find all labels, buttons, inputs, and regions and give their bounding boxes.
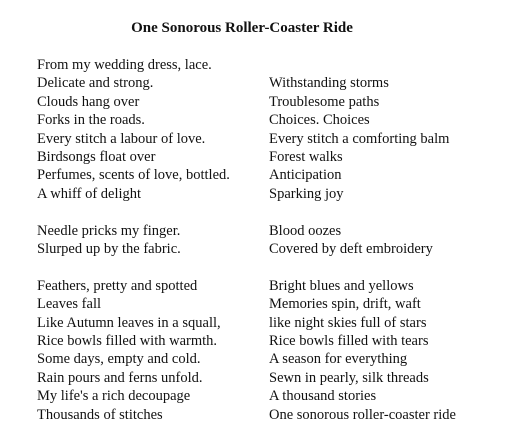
line-left: A whiff of delight	[37, 185, 142, 202]
poem-line	[37, 350, 456, 368]
line-left: Leaves fall	[37, 296, 102, 313]
line-left: Needle pricks my finger.	[37, 222, 181, 239]
poem-line	[37, 314, 456, 332]
poem-line	[37, 295, 456, 313]
line-left: Clouds hang over	[37, 93, 140, 110]
poem-line	[37, 369, 456, 387]
line-left: My life's a rich decoupage	[37, 388, 191, 405]
poem-line	[37, 56, 456, 74]
line-left: Forks in the roads.	[37, 112, 145, 129]
line-right: Anticipation	[269, 167, 342, 184]
poem-line	[37, 111, 456, 129]
line-left: Perfumes, scents of love, bottled.	[37, 167, 230, 184]
line-left: Every stitch a labour of love.	[37, 130, 206, 147]
line-right: Sparking joy	[269, 185, 344, 202]
poem-line	[37, 222, 456, 240]
poem-line	[37, 277, 456, 295]
line-right: Blood oozes	[269, 222, 342, 239]
line-right: Every stitch a comforting balm	[269, 130, 450, 147]
poem-title: One Sonorous Roller-Coaster Ride	[131, 20, 353, 36]
line-left: Feathers, pretty and spotted	[37, 277, 198, 294]
line-left: Delicate and strong.	[37, 75, 154, 92]
line-right: A thousand stories	[269, 388, 377, 405]
poem-line	[37, 332, 456, 350]
line-right: A season for everything	[269, 351, 408, 368]
line-right: Covered by deft embroidery	[269, 241, 433, 258]
line-left: Birdsongs float over	[37, 149, 156, 166]
stanza-1	[37, 56, 456, 203]
line-right: Rice bowls filled with tears	[269, 333, 429, 350]
line-left: Slurped up by the fabric.	[37, 241, 181, 258]
line-left: Rice bowls filled with warmth.	[37, 333, 218, 350]
poem-line	[37, 387, 456, 405]
poem-line	[37, 185, 456, 203]
stanza-3	[37, 277, 456, 424]
poem-line	[37, 166, 456, 184]
poem-line	[37, 74, 456, 92]
line-left: Rain pours and ferns unfold.	[37, 369, 203, 386]
line-right: like night skies full of stars	[269, 314, 427, 331]
line-right: Troublesome paths	[269, 93, 380, 110]
poem-line	[37, 130, 456, 148]
line-left: From my wedding dress, lace.	[37, 57, 212, 73]
line-left: Like Autumn leaves in a squall,	[37, 314, 221, 331]
line-right: One sonorous roller-coaster ride	[269, 406, 456, 423]
stanza-2	[37, 222, 456, 259]
poem-line	[37, 148, 456, 166]
poem-line	[37, 93, 456, 111]
line-right: Forest walks	[269, 149, 343, 166]
line-left: Thousands of stitches	[37, 406, 163, 423]
line-right: Bright blues and yellows	[269, 277, 414, 294]
line-right: Withstanding storms	[269, 75, 389, 92]
line-left: Some days, empty and cold.	[37, 351, 201, 368]
poem-body	[37, 56, 456, 442]
line-right: Sewn in pearly, silk threads	[269, 369, 429, 386]
poem-line	[37, 406, 456, 424]
line-right: Choices. Choices	[269, 112, 370, 129]
poem-line	[37, 240, 456, 258]
line-right: Memories spin, drift, waft	[269, 296, 421, 313]
